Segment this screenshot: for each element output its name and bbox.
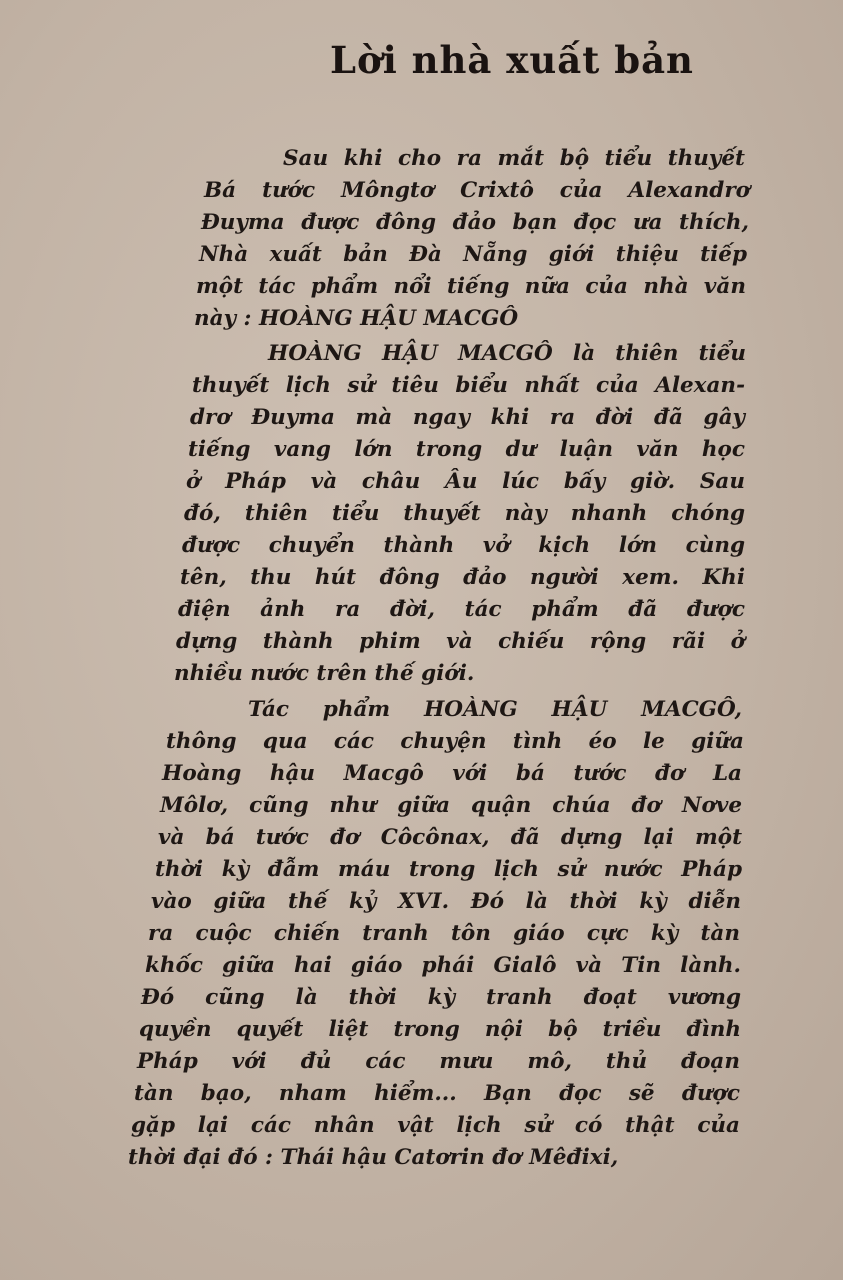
text-line: drơ Đuyma mà ngay khi ra đời đã gây — [190, 405, 745, 430]
text-line: thông qua các chuyện tình éo le giữa — [166, 729, 744, 754]
text-line: đó, thiên tiểu thuyết này nhanh chóng — [184, 501, 745, 526]
text-line: này : HOÀNG HẬU MACGÔ — [194, 306, 519, 331]
text-line: thuyết lịch sử tiêu biểu nhất của Alexan- — [192, 373, 745, 398]
text-line: điện ảnh ra đời, tác phẩm đã được — [178, 597, 745, 622]
page-title: Lời nhà xuất bản — [330, 38, 694, 82]
text-line: ở Pháp và châu Âu lúc bấy giờ. Sau — [186, 469, 745, 494]
text-line: được chuyển thành vở kịch lớn cùng — [182, 533, 745, 558]
text-line: khốc giữa hai giáo phái Gialô và Tin lành. — [145, 953, 741, 978]
text-line: gặp lại các nhân vật lịch sử có thật của — [131, 1113, 740, 1138]
text-line: HOÀNG HẬU MACGÔ là thiên tiểu — [268, 341, 746, 366]
text-line: tiếng vang lớn trong dư luận văn học — [188, 437, 745, 462]
text-line: Pháp với đủ các mưu mô, thủ đoạn — [137, 1049, 740, 1074]
text-line: Môlơ, cũng như giữa quận chúa đơ Nơve — [160, 793, 742, 818]
text-line: thời đại đó : Thái hậu Catơrin đơ Mêđixi, — [128, 1145, 619, 1170]
text-line: nhiều nước trên thế giới. — [174, 661, 475, 686]
text-line: và bá tước đơ Côcônax, đã dựng lại một — [158, 825, 742, 850]
text-line: quyền quyết liệt trong nội bộ triều đình — [139, 1017, 741, 1042]
text-line: một tác phẩm nổi tiếng nữa của nhà văn — [196, 274, 746, 299]
text-line: tàn bạo, nham hiểm... Bạn đọc sẽ được — [134, 1081, 740, 1106]
text-line: dựng thành phim và chiếu rộng rãi ở — [176, 629, 745, 654]
text-line: tên, thu hút đông đảo người xem. Khi — [180, 565, 745, 590]
text-line: Bá tước Môngtơ Crixtô của Alexandrơ — [204, 178, 750, 203]
text-line: Nhà xuất bản Đà Nẵng giới thiệu tiếp — [199, 242, 747, 267]
text-line: thời kỳ đẫm máu trong lịch sử nước Pháp — [155, 857, 742, 882]
text-line: ra cuộc chiến tranh tôn giáo cực kỳ tàn — [148, 921, 740, 946]
text-line: Tác phẩm HOÀNG HẬU MACGÔ, — [248, 697, 742, 722]
text-line: Sau khi cho ra mắt bộ tiểu thuyết — [283, 146, 745, 171]
text-line: Đuyma được đông đảo bạn đọc ưa thích, — [201, 210, 749, 235]
text-line: Hoàng hậu Macgô với bá tước đơ La — [162, 761, 742, 786]
text-line: vào giữa thế kỷ XVI. Đó là thời kỳ diễn — [151, 889, 741, 914]
text-line: Đó cũng là thời kỳ tranh đoạt vương — [141, 985, 741, 1010]
